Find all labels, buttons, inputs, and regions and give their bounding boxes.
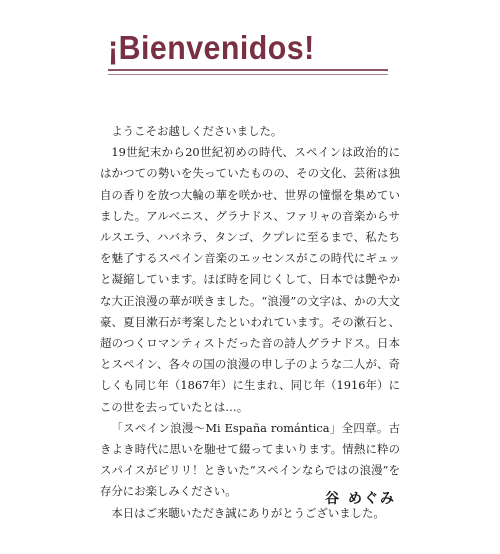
title-underline-thin — [108, 74, 388, 75]
page-title: ¡Bienvenidos! — [108, 29, 315, 66]
thanks-paragraph: 本日はご来聴いただき誠にありがとうございました。 — [111, 505, 385, 520]
greeting-body — [100, 121, 400, 524]
greeting-paragraph: ようこそお越しくださいました。 — [111, 124, 283, 138]
program-paragraph: 「スペイン浪漫〜Mi España romántica」全四章。古きよき時代に思いを馳せて綴ってまいります。情熱に粋のスパイスがピリリ！ときいた“スペインならではの浪漫”を存分にお楽しみください。 — [100, 420, 400, 499]
author-signature: 谷 めぐみ — [325, 491, 396, 507]
title-underline — [108, 69, 388, 71]
history-paragraph: 19世紀末から20世紀初めの時代、スペインは政治的にはかつての勢いを失っていたものの、その文化、芸術は独自の香りを放つ大輪の華を咲かせ、世界の憧憬を集めていました。アルベニス、グラナドス、ファリャの音楽からサルスエラ、ハバネラ、タンゴ、クプレに至るまで、私たちを魅了するスペイン音楽のエッセンスがこの時代にギュッと凝縮しています。ほぼ時を同じくして、日本では艶やかな大正浪漫の華が咲きました。“浪漫”の文字は、かの大文豪、夏目漱石が考案したといわれています。その漱石と、超のつくロマンティストだった音の詩人グラナドス。日本とスペイン、各々の国の浪漫の申し子のような二人が、奇しくも同じ年（1867年）に生まれ、同じ年（1916年）にこの世を去っていたとは…。 — [100, 145, 400, 414]
